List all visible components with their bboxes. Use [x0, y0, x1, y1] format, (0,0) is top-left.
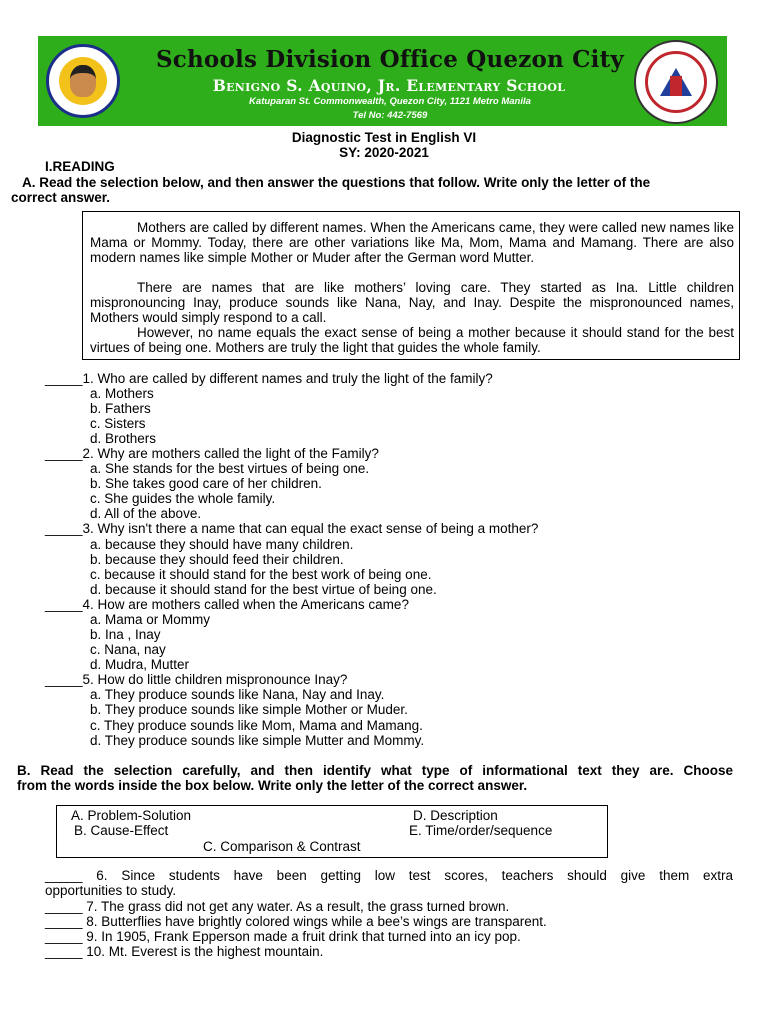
question-4: _____4. How are mothers called when the Americans came?	[45, 597, 409, 612]
option-c: C. Comparison & Contrast	[203, 839, 361, 854]
choice: c. because it should stand for the best work of being one.	[90, 567, 432, 582]
choice: a. They produce sounds like Nana, Nay and Inay.	[90, 687, 385, 702]
school-header-banner	[38, 36, 727, 126]
instruction-a-line2: correct answer.	[11, 190, 111, 205]
question-5: _____5. How do little children mispronounce Inay?	[45, 672, 348, 687]
choice: c. They produce sounds like Mom, Mama and Mamang.	[90, 718, 423, 733]
division-seal-logo	[634, 40, 718, 124]
passage-paragraph: There are names that are like mothers’ loving care. They started as Ina. Little children mispronouncing Inay, produce sounds like Nana, Nay, and Inay. Despite the mispronounced names, Mothers would simply respond to a call.	[90, 280, 734, 325]
option-b: B. Cause-Effect	[74, 823, 169, 838]
choice: d. All of the above.	[90, 506, 202, 521]
section-heading-reading: I.READING	[45, 159, 115, 174]
choice: d. They produce sounds like simple Mutter and Mommy.	[90, 733, 425, 748]
choice: d. Brothers	[90, 431, 157, 446]
choice: a. Mothers	[90, 386, 154, 401]
choice: a. Mama or Mommy	[90, 612, 211, 627]
school-telephone: Tel No: 442-7569	[352, 110, 428, 121]
reading-passage-box	[82, 211, 740, 360]
choice: a. She stands for the best virtues of being one.	[90, 461, 370, 476]
item-6-line2: opportunities to study.	[45, 883, 177, 898]
passage-paragraph: However, no name equals the exact sense of being a mother because it should stand for the best virtues of being one. Mothers are truly the light that guides the whole family.	[90, 325, 734, 355]
question-1: _____1. Who are called by different names and truly the light of the family?	[45, 371, 493, 386]
choice: b. Ina , Inay	[90, 627, 161, 642]
item-9: _____ 9. In 1905, Frank Epperson made a fruit drink that turned into an icy pop.	[45, 929, 521, 944]
choice: b. Fathers	[90, 401, 151, 416]
text-type-options-box	[56, 805, 608, 858]
question-2: _____2. Why are mothers called the light of the Family?	[45, 446, 379, 461]
school-seal-logo	[46, 44, 120, 118]
item-8: _____ 8. Butterflies have brightly colored wings while a bee’s wings are transparent.	[45, 914, 547, 929]
choice: b. She takes good care of her children.	[90, 476, 322, 491]
option-d: D. Description	[413, 808, 498, 823]
choice: c. She guides the whole family.	[90, 491, 276, 506]
passage-paragraph: Mothers are called by different names. When the Americans came, they were called new names like Mama or Mommy. Today, there are other variations like Ma, Mom, Mama and Mamang. There are also modern names like simple Mother or Muder after the German word Mutter.	[90, 220, 734, 265]
school-address: Katuparan St. Commonwealth, Quezon City, 1121 Metro Manila	[249, 96, 531, 107]
option-e: E. Time/order/sequence	[409, 823, 553, 838]
instruction-a-line1: A. Read the selection below, and then answer the questions that follow. Write only the letter of the	[22, 175, 651, 190]
item-7: _____ 7. The grass did not get any water. As a result, the grass turned brown.	[45, 899, 510, 914]
choice: c. Nana, nay	[90, 642, 166, 657]
item-10: _____ 10. Mt. Everest is the highest mountain.	[45, 944, 324, 959]
instruction-b-line2: from the words inside the box below. Write only the letter of the correct answer.	[17, 778, 528, 793]
choice: d. because it should stand for the best virtue of being one.	[90, 582, 437, 597]
choice: d. Mudra, Mutter	[90, 657, 190, 672]
school-name: Benigno S. Aquino, Jr. Elementary School	[212, 76, 566, 95]
question-3: _____3. Why isn't there a name that can equal the exact sense of being a mother?	[45, 521, 539, 536]
choice: a. because they should have many children.	[90, 537, 354, 552]
item-6-line1: _____ 6. Since students have been getting low test scores, teachers should give them extra	[45, 868, 733, 883]
choice: b. They produce sounds like simple Mother or Muder.	[90, 702, 408, 717]
test-title: Diagnostic Test in English VI	[291, 130, 477, 145]
division-office-title: Schools Division Office Quezon City	[155, 46, 624, 73]
school-year: SY: 2020-2021	[339, 145, 429, 160]
choice: c. Sisters	[90, 416, 146, 431]
option-a: A. Problem-Solution	[71, 808, 192, 823]
instruction-b-line1: B. Read the selection carefully, and then identify what type of informational text they are. Choose	[17, 763, 733, 778]
choice: b. because they should feed their children.	[90, 552, 344, 567]
